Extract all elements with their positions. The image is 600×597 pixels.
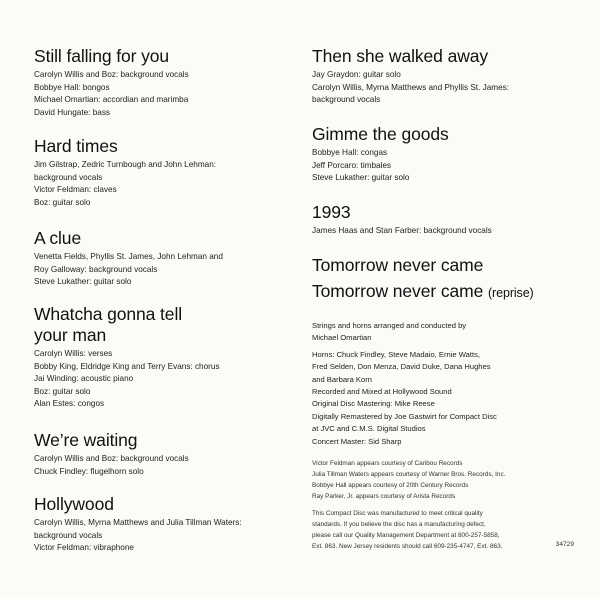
quality-notice-line: This Compact Disc was manufactured to meet critical quality [312,510,483,517]
production-note: Recorded and Mixed at Hollywood Sound [312,387,452,397]
credit-line: Carolyn Willis and Boz: background vocals [34,70,189,79]
credit-line: background vocals [34,530,103,540]
credit-line: Bobbye Hall: bongos [34,82,110,92]
song-title: We’re waiting [34,430,138,450]
courtesy-note: Ray Parker, Jr. appears courtesy of Arista Records [312,493,456,500]
credit-line: Bobby King, Eldridge King and Terry Evans: chorus [34,361,220,371]
song-title: Hard times [34,136,118,156]
song-title-main: Tomorrow never came [312,281,484,301]
credit-line: Bobbye Hall: congas [312,148,388,157]
credit-line: Michael Omartian: accordian and marimba [34,95,189,105]
courtesy-note: Victor Feldman appears courtesy of Caribou Records [312,460,463,467]
quality-notice-line: please call our Quality Management Department at 800-257-5858, [312,532,500,539]
song-title: Hollywood [34,494,114,514]
song-gimme-the-goods [312,124,582,185]
credit-line: James Haas and Stan Farber: background vocals [312,226,492,235]
credit-line: Roy Galloway: background vocals [34,264,158,274]
production-note: and Barbara Korn [312,374,372,384]
credit-line: Carolyn Willis: verses [34,349,113,358]
credit-line: David Hungate: bass [34,107,111,117]
credit-line: background vocals [34,172,103,182]
production-note: at JVC and C.M.S. Digital Studios [312,424,426,434]
production-note: Horns: Chuck Findley, Steve Madaio, Ernie Watts, [312,349,480,359]
credit-line: background vocals [312,95,381,105]
production-note: Concert Master: Sid Sharp [312,436,402,446]
quality-notice [312,508,582,552]
song-1993 [312,202,582,238]
production-note: Digitally Remastered by Joe Gastwirt for Compact Disc [312,411,497,421]
courtesy-note: Julia Tillman Waters appears courtesy of Warner Bros. Records, Inc. [312,471,506,478]
song-a-clue [34,228,284,289]
credit-line: Victor Feldman: vibraphone [34,543,134,553]
song-title: Gimme the goods [312,124,449,144]
credit-line: Jai Winding: acoustic piano [34,374,134,384]
song-were-waiting [34,430,284,478]
song-hollywood [34,494,284,555]
song-then-she-walked-away [312,46,582,107]
credit-line: Victor Feldman: claves [34,185,117,195]
song-title [312,281,582,304]
credit-line: Carolyn Willis and Boz: background vocals [34,454,189,463]
credit-line: Jim Gilstrap, Zedric Turnbough and John Lehman: [34,160,217,169]
song-title-reprise: (reprise) [487,286,534,300]
credit-line: Alan Estes: congos [34,399,105,409]
song-title-line: Whatcha gonna tell [34,304,183,324]
song-title: A clue [34,228,82,248]
courtesy-note: Bobbye Hall appears courtesy of 20th Century Records [312,482,469,489]
song-still-falling-for-you [34,46,284,119]
song-hard-times [34,136,284,209]
song-tomorrow-never-came [312,255,582,276]
credit-line: Chuck Findley: flugelhorn solo [34,466,144,476]
credit-line: Venetta Fields, Phyllis St. James, John Lehman and [34,252,223,261]
credit-line: Steve Lukather: guitar solo [34,277,132,287]
credit-line: Jay Graydon: guitar solo [312,70,401,79]
courtesy-notes [312,458,582,502]
credit-line: Jeff Porcaro: timbales [312,160,392,170]
credit-line: Boz: guitar solo [34,386,91,396]
production-note: Original Disc Mastering: Mike Reese [312,399,435,409]
song-title-line: your man [34,325,107,345]
song-title: Tomorrow never came [312,255,484,275]
catalog-number: 34729 [555,541,574,548]
production-note: Strings and horns arranged and conducted by [312,321,467,330]
song-title: Still falling for you [34,46,170,66]
song-title: Then she walked away [312,46,489,66]
credit-line: Steve Lukather: guitar solo [312,173,410,183]
song-tomorrow-never-came-reprise [312,281,582,304]
quality-notice-line: standards. If you believe the disc has a manufacturing defect, [312,521,486,528]
quality-notice-line: Ext. 863. New Jersey residents should call 609-235-4747, Ext. 863. [312,543,503,550]
credit-line: Carolyn Willis, Myrna Matthews and Phyllis St. James: [312,82,510,92]
production-note: Michael Omartian [312,333,372,343]
credit-line: Boz: guitar solo [34,197,91,207]
credit-line: Carolyn Willis, Myrna Matthews and Julia Tillman Waters: [34,518,242,527]
production-notes [312,320,582,448]
song-whatcha-gonna-tell-your-man [34,304,284,411]
production-note: Fred Selden, Don Menza, David Duke, Dana Hughes [312,362,491,372]
song-title: 1993 [312,202,351,222]
